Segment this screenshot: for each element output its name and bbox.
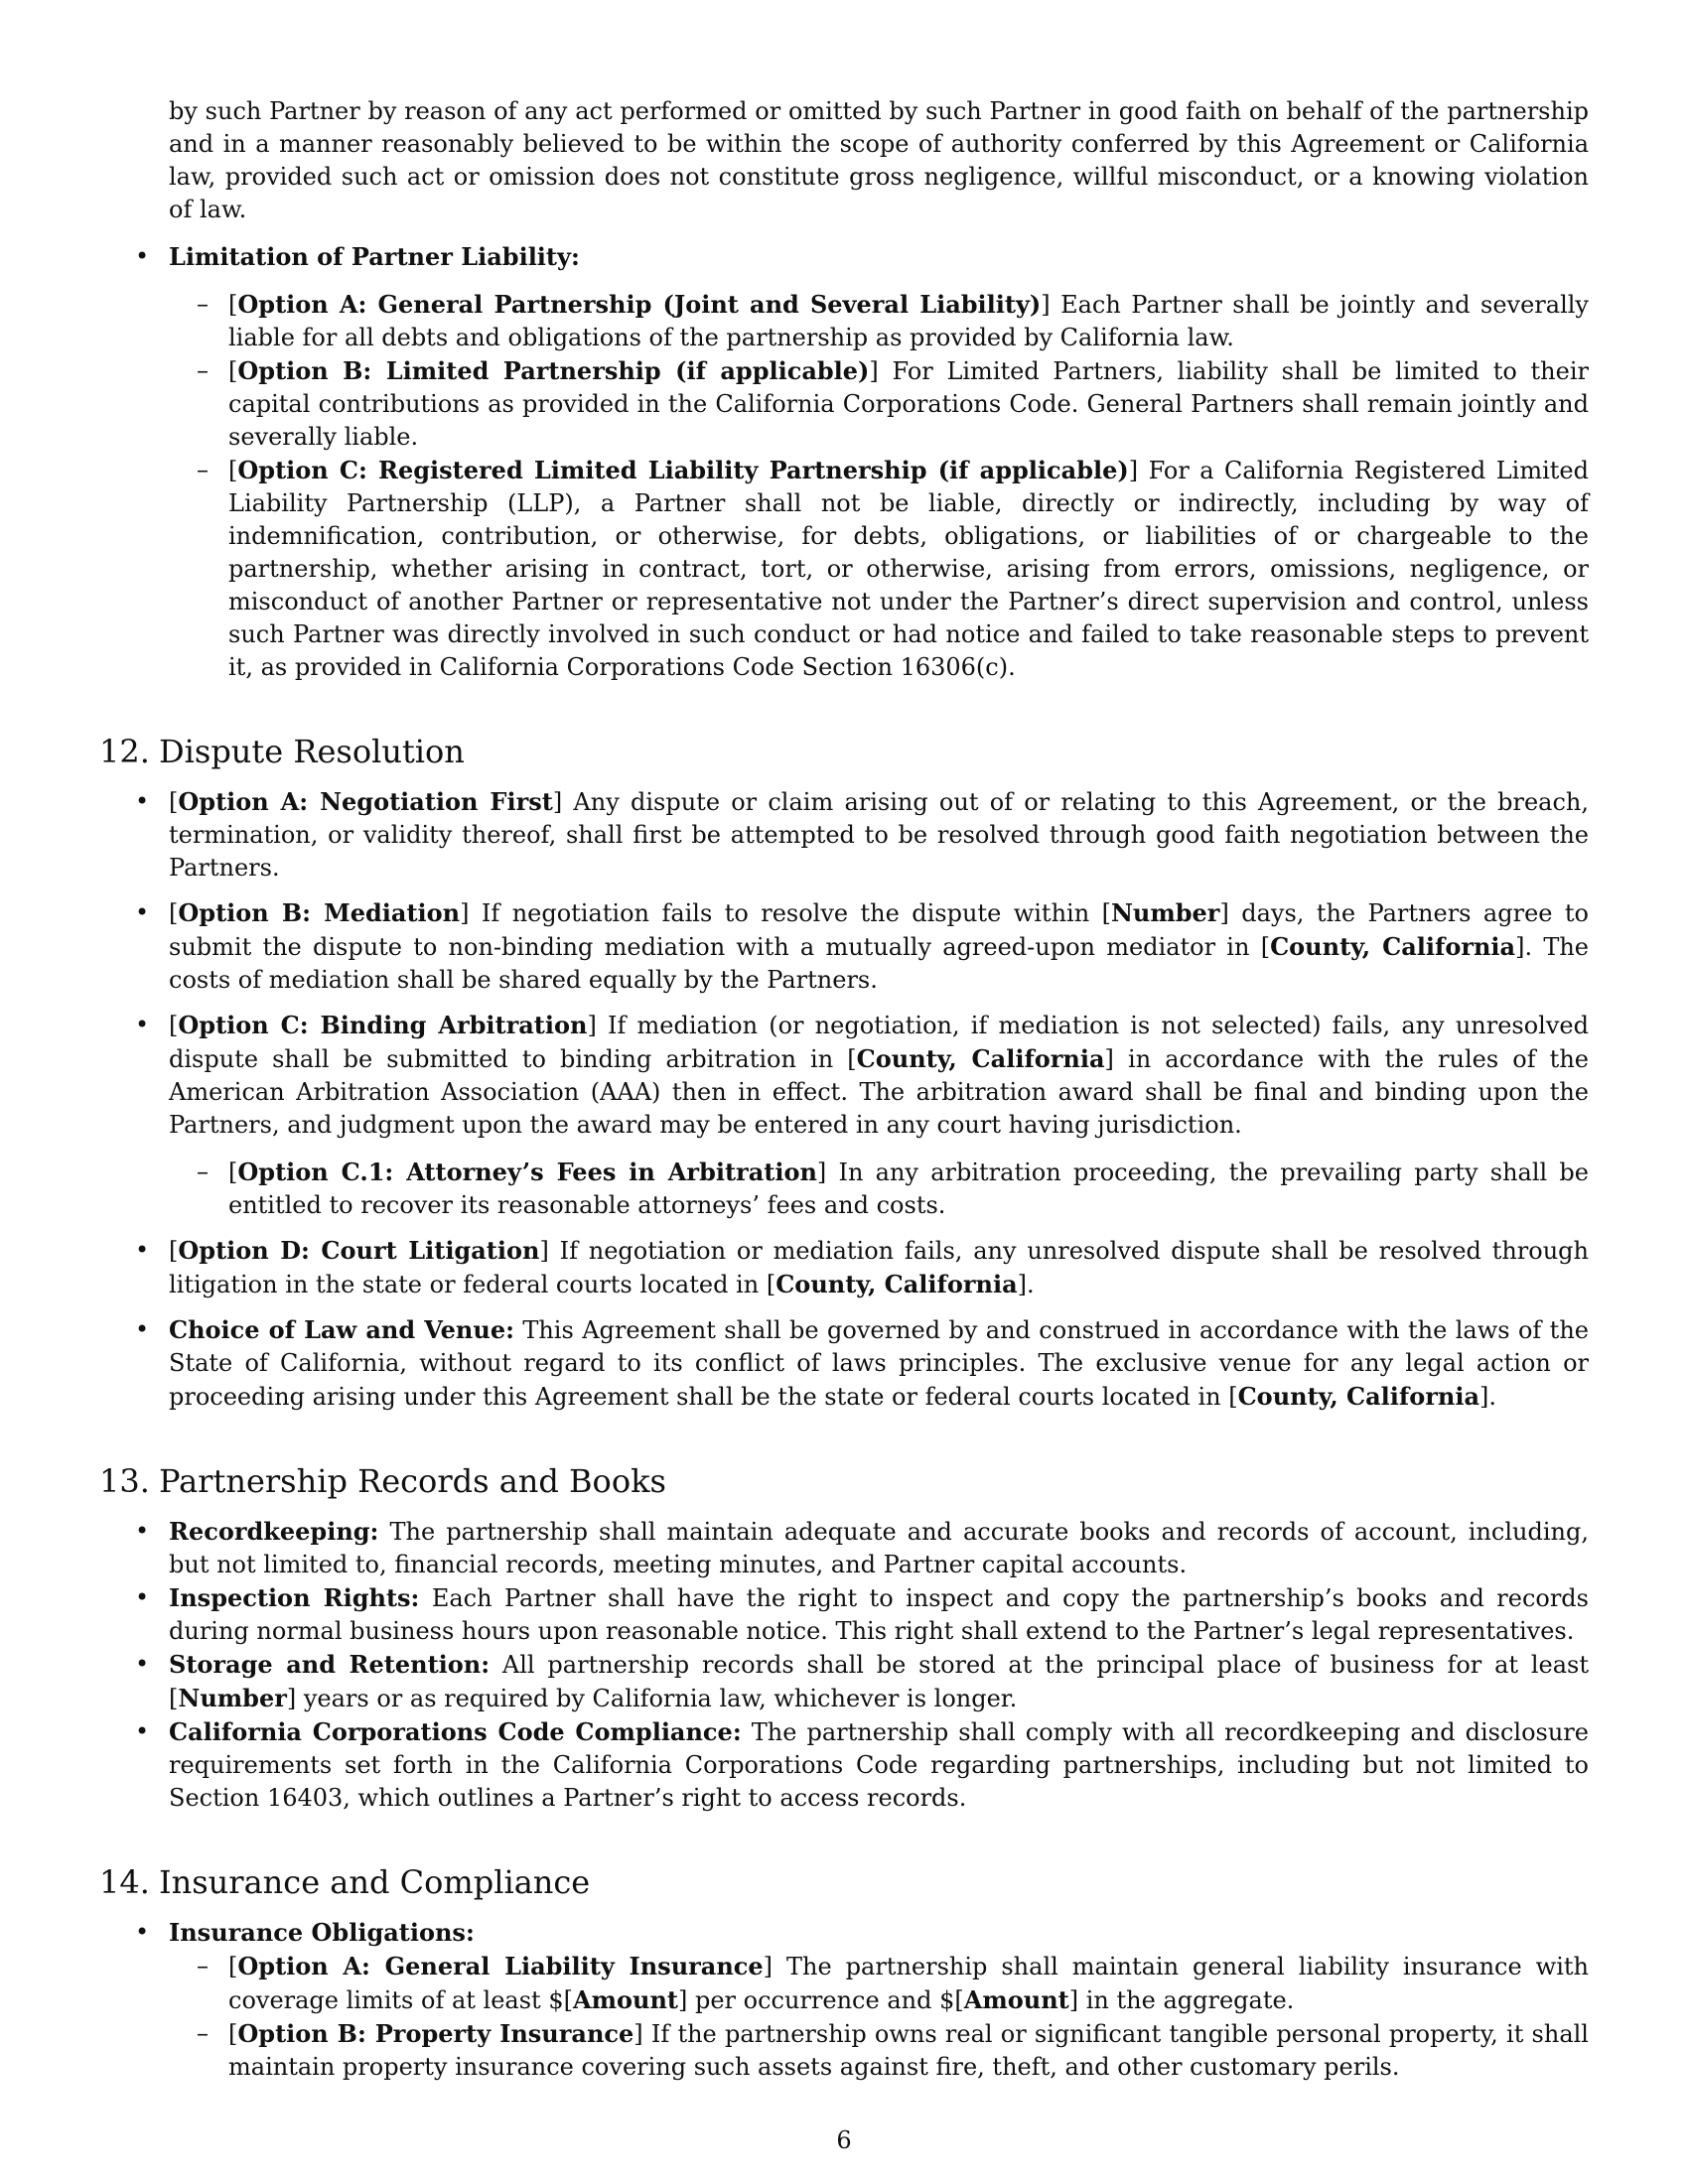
option-text: days, the Partners agree to submit the dispute to non-binding mediation with a mutually agreed-upon mediator in [169, 899, 1589, 961]
recordkeeping-item [99, 1515, 1589, 1581]
option-text: in accordance with the rules of the American Arbitration Association (AAA) then in effect. The arbitration award shall be final and binding upon the Partners, and judgment upon the award may be entered in any court having jurisdiction. [169, 1045, 1589, 1139]
section-14-heading [99, 1862, 1589, 1902]
option-label: Option D: Court Litigation [178, 1236, 540, 1265]
option-text: The partnership shall maintain general liability insurance with coverage limits of at least $ [228, 1953, 1589, 2014]
liability-list [99, 240, 1589, 684]
option-label: Option B: Limited Partnership (if applicable) [237, 356, 870, 385]
option-text: If the partnership owns real or significant tangible personal property, it shall maintain property insurance covering such assets against fire, theft, and other customary perils. [228, 2020, 1589, 2081]
section-number: 14. [99, 1863, 150, 1901]
insurance-obligations-item [99, 1916, 1589, 2084]
option-label: Option C: Binding Arbitration [178, 1011, 588, 1039]
placeholder: County, California [1237, 1382, 1480, 1411]
option-text: . [1027, 1271, 1035, 1298]
option-text: For a California Registered Limited Liability Partnership (LLP), a Partner shall not be liable, directly or indirectly, including by way of indemnification, contribution, or otherwise, for debts, obligations, or liabilities of or chargeable to the partnership, whether arising in contract, tort, or otherwise, arising from errors, omissions, negligence, or misconduct of another Partner or representative not under the Partner’s direct supervision and control, unless such Partner was directly involved in such conduct or had notice and failed to take reasonable steps to prevent it, as provided in California Corporations Code Section 16306(c). [228, 457, 1590, 681]
limitation-option-c: – [Option C: Registered Limited Liability Partnership (if applicable)] For a California Registered Limited Liability Partnership (LLP), a Partner shall not be liable, directly or indirectly, including by way of indemnification, contribution, or otherwise, for debts, obligations, or liabilities of or chargeable to the partnership, whether arising in contract, tort, or otherwise, arising from errors, omissions, negligence, or misconduct of another Partner or representative not under the Partner’s direct supervision and control, unless such Partner was directly involved in such conduct or had notice and failed to take reasonable steps to prevent it, as provided in California Corporations Code Section 16306(c). [169, 454, 1589, 684]
placeholder: County, California [856, 1044, 1105, 1073]
section-12-heading [99, 732, 1589, 771]
option-text: in the aggregate. [1078, 1986, 1295, 2014]
section-13-list [99, 1515, 1589, 1815]
item-text: Each Partner shall have the right to inspect and copy the partnership’s books and records during normal business hours upon reasonable notice. This right shall extend to the Partner’s legal representatives. [169, 1584, 1589, 1645]
option-text: If negotiation fails to resolve the dispute within [469, 899, 1102, 927]
item-text: years or as required by California law, whichever is longer. [296, 1685, 1018, 1712]
limitation-option-a: – [Option A: General Partnership (Joint and Several Liability)] Each Partner shall be jointly and severally liable for all debts and obligations of the partnership as provided by California law. [169, 288, 1589, 354]
limitation-options [169, 288, 1589, 684]
limitation-option-b: – [Option B: Limited Partnership (if applicable)] For Limited Partners, liability shall be limited to their capital contributions as provided in the California Corporations Code. General Partners shall remain jointly and severally liable. [169, 354, 1589, 454]
dispute-option-a: • [Option A: Negotiation First] Any dispute or claim arising out of or relating to this Agreement, or the breach, termination, or validity thereof, shall first be attempted to be resolved through good faith negotiation between the Partners. [99, 785, 1589, 885]
option-text: per occurrence and $ [687, 1986, 955, 2014]
option-text: If negotiation or mediation fails, any unresolved dispute shall be resolved through litigation in the state or federal courts located in [169, 1237, 1590, 1298]
item-text: The partnership shall comply with all recordkeeping and disclosure requirements set forth in the California Corporations Code regarding partnerships, including but not limited to Section 16403, which outlines a Partner’s right to access records. [169, 1718, 1589, 1812]
item-label: Recordkeeping: [169, 1517, 379, 1546]
limitation-item [99, 240, 1589, 684]
section-number: 13. [99, 1462, 150, 1500]
limitation-title: Limitation of Partner Liability: [169, 242, 580, 271]
section-title: Dispute Resolution [159, 733, 465, 770]
option-text: In any arbitration proceeding, the prevailing party shall be entitled to recover its reasonable attorneys’ fees and costs. [228, 1159, 1590, 1219]
option-label: Option C.1: Attorney’s Fees in Arbitration [237, 1158, 817, 1186]
option-label: Option C: Registered Limited Liability Partnership (if applicable) [237, 456, 1129, 484]
option-text: Each Partner shall be jointly and severally liable for all debts and obligations of the partnership as provided by California law. [228, 291, 1589, 351]
dispute-option-b: • [Option B: Mediation] If negotiation fails to resolve the dispute within [Number] days, the Partners agree to submit the dispute to non-binding mediation with a mutually agreed-upon mediator in [County, California]. The costs of mediation shall be shared equally by the Partners. [99, 896, 1589, 997]
section-14-list [99, 1916, 1589, 2084]
storage-retention-item: • Storage and Retention: All partnership records shall be stored at the principal place of business for at least [Number] years or as required by California law, whichever is longer. [99, 1648, 1589, 1715]
insurance-options [169, 1950, 1589, 2084]
section-number: 12. [99, 733, 150, 770]
option-text: . The costs of mediation shall be shared equally by the Partners. [169, 933, 1590, 994]
section-13-heading [99, 1461, 1589, 1501]
insurance-option-a: – [Option A: General Liability Insurance] The partnership shall maintain general liability insurance with coverage limits of at least $[Amount] per occurrence and $[Amount] in the aggregate. [169, 1950, 1589, 2017]
item-label: Insurance Obligations: [169, 1918, 475, 1947]
item-text: All partnership records shall be stored at the principal place of business for at least [490, 1651, 1590, 1679]
placeholder: County, California [775, 1270, 1018, 1298]
page-content [99, 95, 1589, 2084]
page-number: 6 [836, 2126, 852, 2154]
item-label: California Corporations Code Compliance: [169, 1717, 742, 1746]
section-12-list [99, 785, 1589, 1414]
dispute-option-c: • [Option C: Binding Arbitration] If mediation (or negotiation, if mediation is not selected) fails, any unresolved dispute shall be submitted to binding arbitration in [County, California] in accordance with the rules of the American Arbitration Association (AAA) then in effect. The arbitration award shall be final and binding upon the Partners, and judgment upon the award may be entered in any court having jurisdiction. – [Option C.1: Attorney’s Fees in Arbitration] In any arbitration proceeding, the prevailing party shall be entitled to recover its reasonable attorneys’ fees and costs. [99, 1009, 1589, 1222]
option-text: Any dispute or claim arising out of or relating to this Agreement, or the breach, termination, or validity thereof, shall first be attempted to be resolved through good faith negotiation between the Partners. [169, 788, 1590, 882]
placeholder: Amount [572, 1985, 678, 2014]
option-label: Option A: Negotiation First [178, 787, 553, 816]
dispute-option-c1: – [Option C.1: Attorney’s Fees in Arbitration] In any arbitration proceeding, the prevailing party shall be entitled to recover its reasonable attorneys’ fees and costs. [169, 1156, 1589, 1222]
item-label: Storage and Retention: [169, 1650, 491, 1679]
option-text: For Limited Partners, liability shall be limited to their capital contributions as provided in the California Corporations Code. General Partners shall remain jointly and severally liable. [228, 357, 1589, 451]
placeholder: Number [178, 1684, 287, 1712]
placeholder: Number [1110, 898, 1220, 927]
code-compliance-item [99, 1715, 1589, 1815]
item-text: . [1488, 1383, 1497, 1411]
placeholder: County, California [1270, 932, 1516, 961]
item-text: The partnership shall maintain adequate and accurate books and records of account, including, but not limited to, financial records, meeting minutes, and Partner capital accounts. [169, 1518, 1589, 1578]
item-label: Inspection Rights: [169, 1583, 420, 1612]
section-title: Insurance and Compliance [159, 1863, 591, 1901]
inspection-rights-item [99, 1581, 1589, 1648]
placeholder: Amount [963, 1985, 1069, 2014]
option-text: If mediation (or negotiation, if mediation is not selected) fails, any unresolved dispute shall be submitted to binding arbitration in [169, 1012, 1589, 1073]
option-label: Option B: Property Insurance [237, 2019, 634, 2048]
option-label: Option B: Mediation [178, 898, 461, 927]
dispute-option-d: • [Option D: Court Litigation] If negotiation or mediation fails, any unresolved dispute shall be resolved through litigation in the state or federal courts located in [County, California]. [99, 1234, 1589, 1301]
item-label: Choice of Law and Venue: [169, 1315, 514, 1344]
section-title: Partnership Records and Books [159, 1462, 666, 1500]
choice-of-law-item: • Choice of Law and Venue: This Agreement shall be governed by and construed in accordance with the laws of the State of California, without regard to its conflict of laws principles. The exclusive venue for any legal action or proceeding arising under this Agreement shall be the state or federal courts located in [County, California]. [99, 1313, 1589, 1414]
intro-paragraph: by such Partner by reason of any act performed or omitted by such Partner in good faith on behalf of the partnership and in a manner reasonably believed to be within the scope of authority conferred by this Agreement or California law, provided such act or omission does not constitute gross negligence, willful misconduct, or a knowing violation of law. [169, 97, 1589, 223]
item-text: This Agreement shall be governed by and construed in accordance with the laws of the State of California, without regard to its conflict of laws principles. The exclusive venue for any legal action or proceeding arising under this Agreement shall be the state or federal courts located in [169, 1316, 1589, 1411]
insurance-option-b: – [Option B: Property Insurance] If the partnership owns real or significant tangible personal property, it shall maintain property insurance covering such assets against fire, theft, and other customary perils. [169, 2017, 1589, 2084]
option-label: Option A: General Partnership (Joint and Several Liability) [237, 290, 1042, 319]
dispute-suboptions [169, 1156, 1589, 1222]
option-label: Option A: General Liability Insurance [237, 1952, 764, 1980]
